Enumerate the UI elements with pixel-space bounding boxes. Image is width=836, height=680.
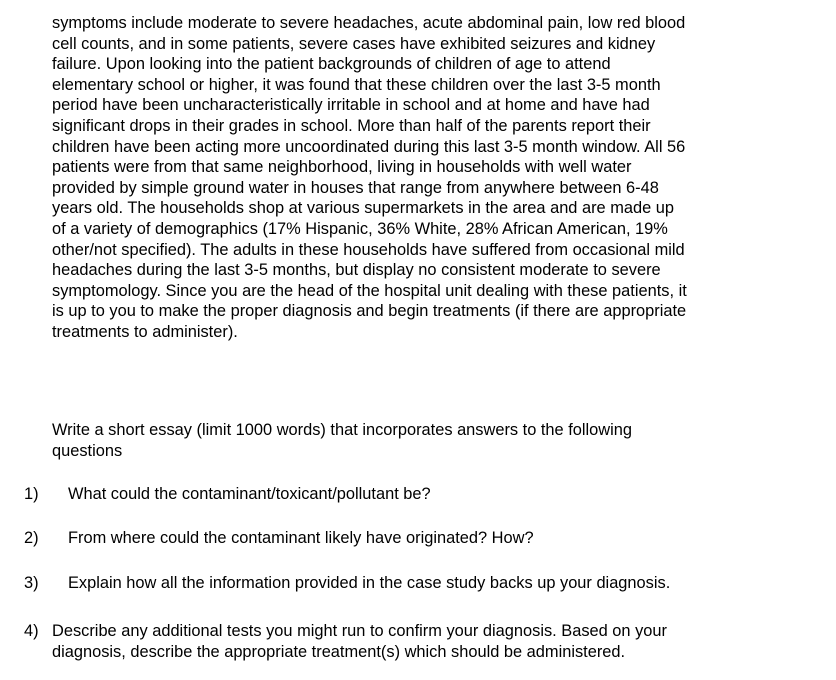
question-text-continued: diagnosis, describe the appropriate treatment(s) which should be administered. [52, 642, 626, 661]
question-text: What could the contaminant/toxicant/pollutant be? [68, 485, 431, 503]
question-number: 2) [24, 529, 39, 547]
case-line: of a variety of demographics (17% Hispanic, 36% White, 28% African American, 19% [52, 219, 668, 238]
question-4 [24, 621, 814, 662]
case-line: cell counts, and in some patients, severe cases have exhibited seizures and kidney [52, 34, 656, 53]
instruction-line: Write a short essay (limit 1000 words) that incorporates answers to the following [52, 421, 632, 439]
case-line: significant drops in their grades in school. More than half of the parents report their [52, 116, 651, 135]
case-study-paragraph [52, 13, 800, 343]
case-line: period have been uncharacteristically irritable in school and at home and have had [52, 96, 650, 115]
question-1 [24, 484, 814, 505]
question-number: 3) [24, 574, 39, 592]
case-line: elementary school or higher, it was found that these children over the last 3-5 month [52, 75, 661, 94]
instruction-line: questions [52, 441, 123, 460]
question-number: 1) [24, 485, 39, 503]
question-number: 4) [24, 622, 39, 640]
question-text: Describe any additional tests you might run to confirm your diagnosis. Based on your [52, 622, 667, 640]
case-line: other/not specified). The adults in these households have suffered from occasional mild [52, 240, 685, 259]
case-line: children have been acting more uncoordinated during this last 3-5 month window. All 56 [52, 137, 686, 156]
essay-instructions [52, 420, 800, 461]
case-line: failure. Upon looking into the patient backgrounds of children of age to attend [52, 55, 611, 74]
question-3 [24, 573, 814, 594]
question-text: From where could the contaminant likely have originated? How? [68, 529, 534, 547]
case-line: is up to you to make the proper diagnosis and begin treatments (if there are appropriate [52, 302, 687, 321]
case-line: years old. The households shop at various supermarkets in the area and are made up [52, 199, 675, 218]
case-line: symptoms include moderate to severe headaches, acute abdominal pain, low red blood [52, 14, 686, 32]
case-line: headaches during the last 3-5 months, but display no consistent moderate to severe [52, 261, 661, 280]
case-line: symptomology. Since you are the head of the hospital unit dealing with these patients, it [52, 281, 687, 300]
case-line: treatments to administer). [52, 322, 238, 341]
case-line: patients were from that same neighborhood, living in households with well water [52, 158, 632, 177]
question-2 [24, 528, 814, 549]
case-line: provided by simple ground water in houses that range from anywhere between 6-48 [52, 178, 659, 197]
question-text: Explain how all the information provided in the case study backs up your diagnosis. [68, 574, 671, 592]
